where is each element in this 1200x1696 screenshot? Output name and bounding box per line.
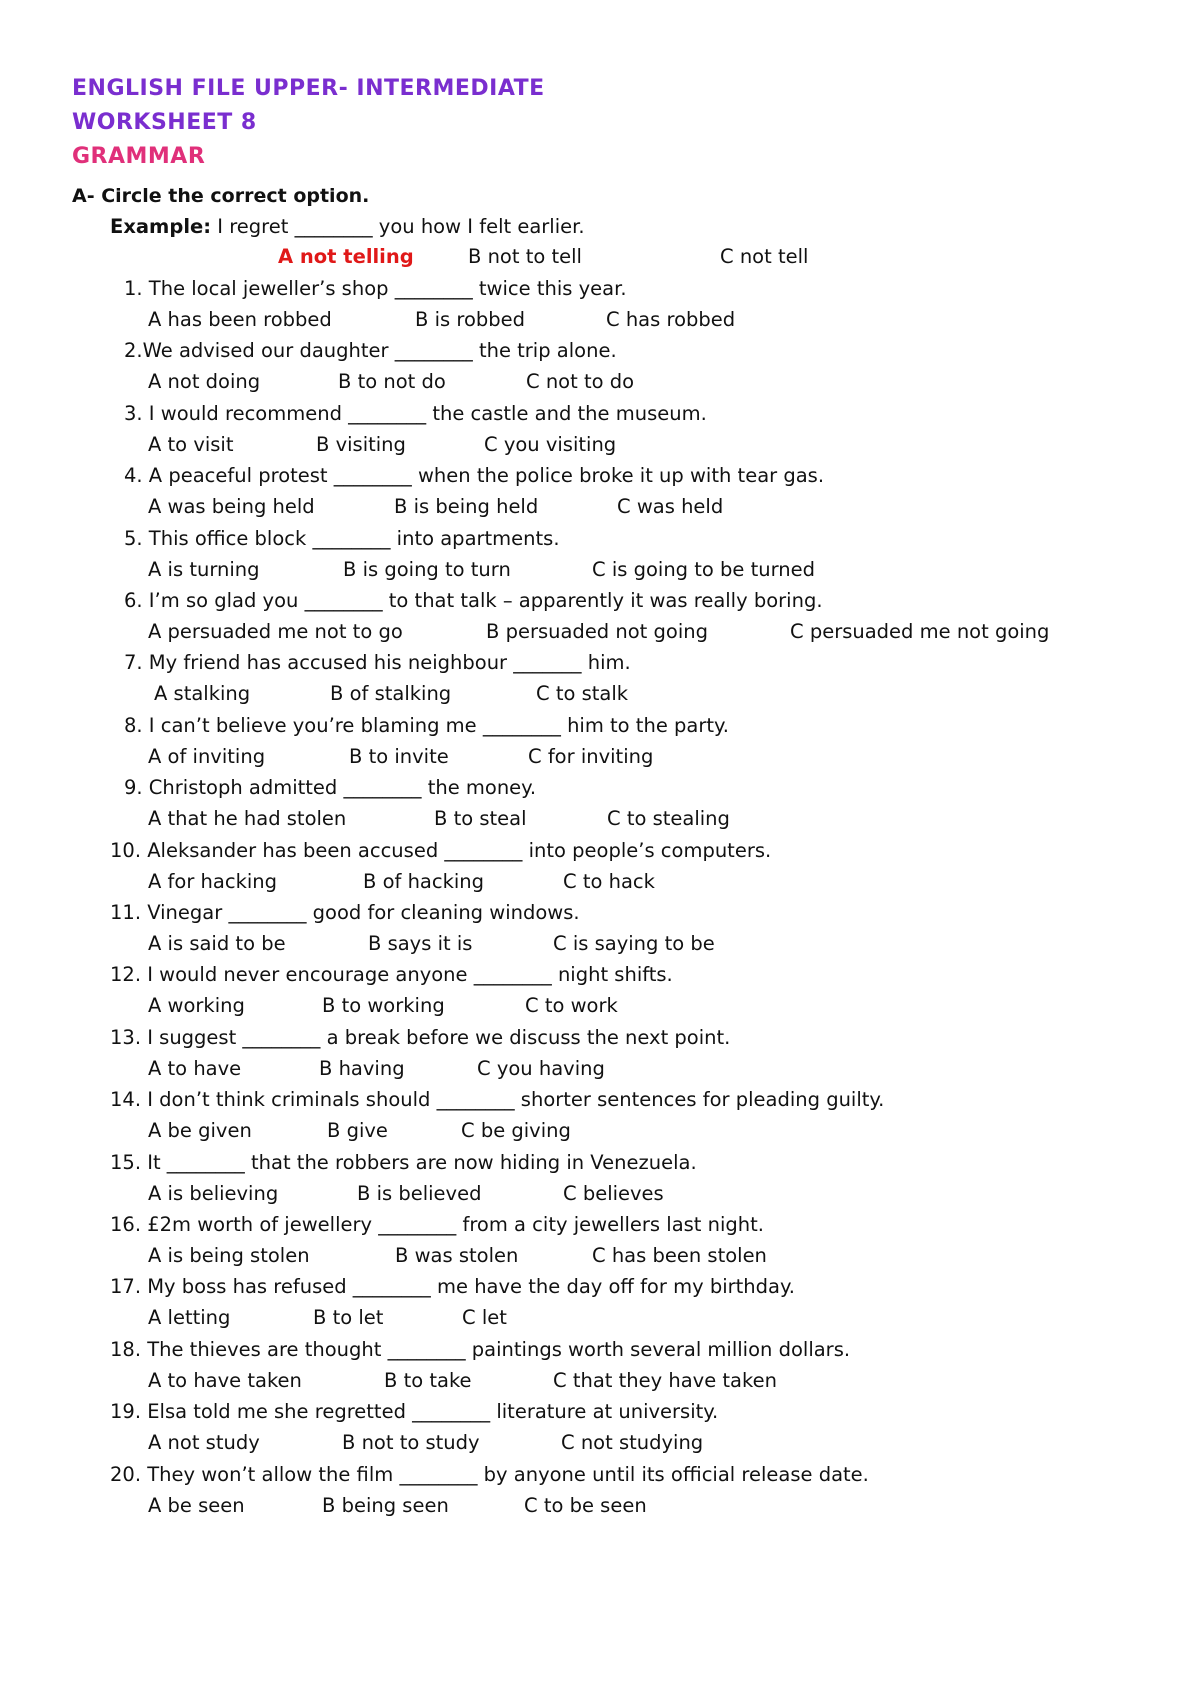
question-9: 9. Christoph admitted ________ the money. [124,776,537,799]
example-option-b[interactable]: B not to tell [468,245,582,268]
question-16-option-a[interactable]: A is being stolen [148,1244,310,1267]
question-2-option-b[interactable]: B to not do [338,370,446,393]
question-5: 5. This office block ________ into apartments. [124,527,560,550]
question-12: 12. I would never encourage anyone ________ night shifts. [110,963,673,986]
question-3: 3. I would recommend ________ the castle and the museum. [124,402,707,425]
example-sentence [110,215,585,238]
example-label: Example: [110,215,212,238]
question-2-option-c[interactable]: C not to do [526,370,635,393]
question-7-option-b[interactable]: B of stalking [330,682,452,705]
question-11-option-a[interactable]: A is said to be [148,932,286,955]
question-17: 17. My boss has refused ________ me have the day off for my birthday. [110,1275,795,1298]
question-14-option-c[interactable]: C be giving [461,1119,571,1142]
question-10-option-a[interactable]: A for hacking [148,870,278,893]
question-8-option-b[interactable]: B to invite [349,745,449,768]
question-8-option-a[interactable]: A of inviting [148,745,266,768]
question-8-option-c[interactable]: C for inviting [528,745,654,768]
question-6-option-c[interactable]: C persuaded me not going [790,620,1050,643]
worksheet-number: WORKSHEET 8 [72,110,257,135]
question-2-option-a[interactable]: A not doing [148,370,261,393]
question-18-option-c[interactable]: C that they have taken [553,1369,777,1392]
question-11-option-b[interactable]: B says it is [368,932,473,955]
question-19-option-a[interactable]: A not study [148,1431,260,1454]
question-6-option-a[interactable]: A persuaded me not to go [148,620,403,643]
instruction: A- Circle the correct option. [72,185,370,207]
question-5-option-a[interactable]: A is turning [148,558,260,581]
question-4-option-b[interactable]: B is being held [394,495,539,518]
question-1-option-c[interactable]: C has robbed [606,308,736,331]
section-title: GRAMMAR [72,144,206,169]
question-14-option-b[interactable]: B give [327,1119,388,1142]
question-17-option-b[interactable]: B to let [313,1306,384,1329]
question-1: 1. The local jeweller’s shop ________ twice this year. [124,277,627,300]
worksheet-series-title: ENGLISH FILE UPPER- INTERMEDIATE [72,76,545,101]
question-20: 20. They won’t allow the film ________ by anyone until its official release date. [110,1463,869,1486]
question-20-option-b[interactable]: B being seen [322,1494,449,1517]
question-4-option-c[interactable]: C was held [617,495,724,518]
question-10-option-b[interactable]: B of hacking [363,870,485,893]
question-8: 8. I can’t believe you’re blaming me ________ him to the party. [124,714,729,737]
question-9-option-b[interactable]: B to steal [434,807,527,830]
question-17-option-a[interactable]: A letting [148,1306,231,1329]
question-2: 2.We advised our daughter ________ the trip alone. [124,339,617,362]
question-19-option-c[interactable]: C not studying [561,1431,704,1454]
question-20-option-a[interactable]: A be seen [148,1494,245,1517]
question-12-option-c[interactable]: C to work [525,994,618,1017]
question-18: 18. The thieves are thought ________ paintings worth several million dollars. [110,1338,851,1361]
example-option-c[interactable]: C not tell [720,245,809,268]
question-1-option-b[interactable]: B is robbed [415,308,526,331]
question-12-option-b[interactable]: B to working [322,994,445,1017]
question-1-option-a[interactable]: A has been robbed [148,308,332,331]
question-9-option-a[interactable]: A that he had stolen [148,807,347,830]
question-13: 13. I suggest ________ a break before we discuss the next point. [110,1026,731,1049]
question-3-option-b[interactable]: B visiting [316,433,406,456]
question-14: 14. I don’t think criminals should ________ shorter sentences for pleading guilty. [110,1088,885,1111]
question-11-option-c[interactable]: C is saying to be [553,932,715,955]
question-18-option-a[interactable]: A to have taken [148,1369,302,1392]
question-19-option-b[interactable]: B not to study [342,1431,480,1454]
question-6-option-b[interactable]: B persuaded not going [486,620,708,643]
question-14-option-a[interactable]: A be given [148,1119,252,1142]
question-20-option-c[interactable]: C to be seen [524,1494,647,1517]
question-5-option-c[interactable]: C is going to be turned [592,558,816,581]
question-4: 4. A peaceful protest ________ when the police broke it up with tear gas. [124,464,825,487]
question-16-option-b[interactable]: B was stolen [395,1244,519,1267]
question-10-option-c[interactable]: C to hack [563,870,655,893]
question-12-option-a[interactable]: A working [148,994,245,1017]
question-18-option-b[interactable]: B to take [384,1369,472,1392]
question-13-option-c[interactable]: C you having [477,1057,605,1080]
question-3-option-a[interactable]: A to visit [148,433,234,456]
question-16-option-c[interactable]: C has been stolen [592,1244,767,1267]
question-7: 7. My friend has accused his neighbour _______ him. [124,651,631,674]
question-10: 10. Aleksander has been accused ________ into people’s computers. [110,839,772,862]
example-option-a[interactable]: A not telling [278,245,414,268]
question-13-option-a[interactable]: A to have [148,1057,242,1080]
question-7-option-a[interactable]: A stalking [154,682,251,705]
example-text: I regret ________ you how I felt earlier. [211,215,585,238]
question-7-option-c[interactable]: C to stalk [536,682,629,705]
question-15: 15. It ________ that the robbers are now hiding in Venezuela. [110,1151,697,1174]
question-9-option-c[interactable]: C to stealing [607,807,730,830]
question-5-option-b[interactable]: B is going to turn [343,558,511,581]
question-16: 16. £2m worth of jewellery ________ from a city jewellers last night. [110,1213,765,1236]
question-3-option-c[interactable]: C you visiting [484,433,617,456]
question-13-option-b[interactable]: B having [319,1057,405,1080]
question-15-option-a[interactable]: A is believing [148,1182,279,1205]
question-4-option-a[interactable]: A was being held [148,495,315,518]
question-15-option-b[interactable]: B is believed [357,1182,482,1205]
question-15-option-c[interactable]: C believes [563,1182,664,1205]
question-6: 6. I’m so glad you ________ to that talk – apparently it was really boring. [124,589,823,612]
question-19: 19. Elsa told me she regretted ________ literature at university. [110,1400,719,1423]
question-11: 11. Vinegar ________ good for cleaning windows. [110,901,580,924]
question-17-option-c[interactable]: C let [462,1306,507,1329]
